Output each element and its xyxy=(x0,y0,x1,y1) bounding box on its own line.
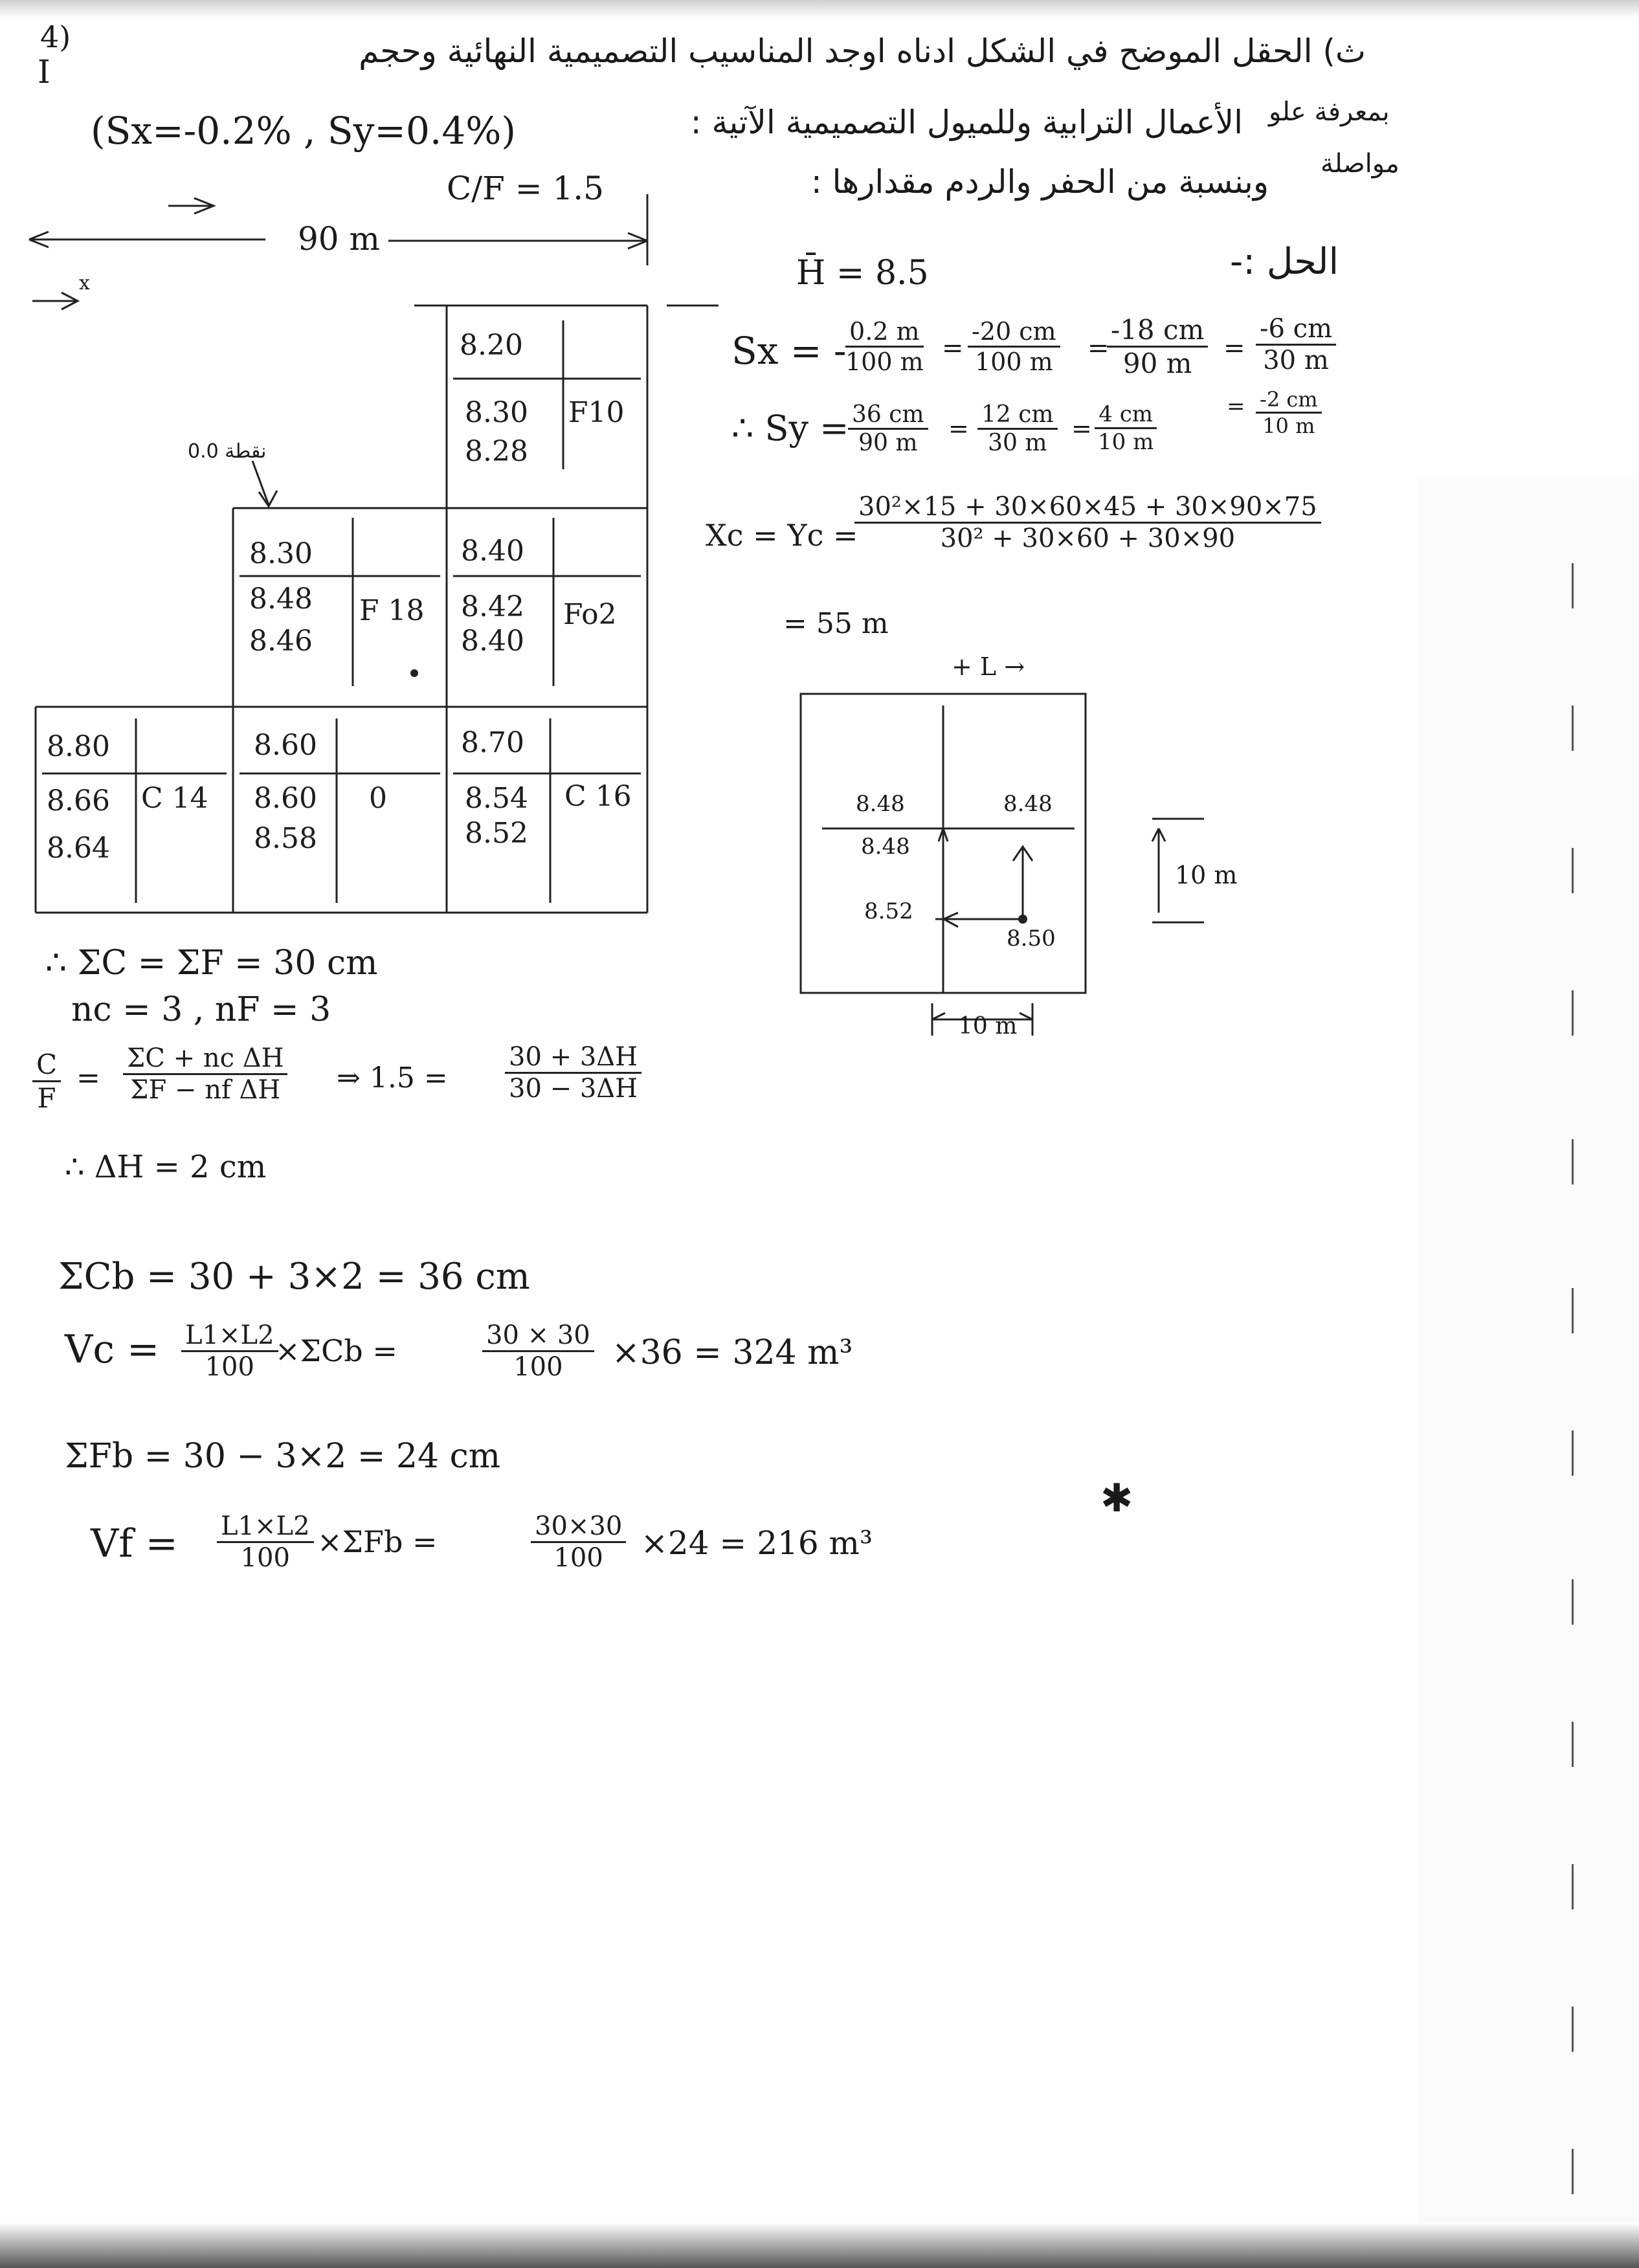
sx-fraction-1: $\frac{0.2 m}{100 m}$ xyxy=(845,317,924,376)
centroid-result: = 55 m xyxy=(783,607,889,640)
x-axis-label: x xyxy=(79,272,90,295)
margin-mark xyxy=(1572,2149,1574,2194)
cell-top-value: 8.20 xyxy=(460,329,523,362)
cell-mid-value: 8.60 xyxy=(254,782,317,815)
vc-mid: ×ΣCb = xyxy=(275,1333,397,1368)
margin-mark xyxy=(1572,1430,1574,1476)
vc-prefix: Vc = xyxy=(65,1327,160,1372)
question-number: 4) xyxy=(40,19,71,54)
sy-fraction-2: $\frac{12 cm}{30 m}$ xyxy=(977,401,1058,456)
sx-fraction-3: $\frac{-18 cm}{90 m}$ xyxy=(1107,314,1208,379)
cell-tag: F10 xyxy=(568,396,625,429)
cell-top-value: 8.30 xyxy=(249,537,313,570)
cell-bot-value: 8.28 xyxy=(465,435,528,468)
cell-top-value: 8.80 xyxy=(47,730,110,763)
problem-statement-side1: بمعرفة علو xyxy=(1269,97,1390,127)
cell-tag: Fo2 xyxy=(563,598,617,631)
solution-label: الحل :- xyxy=(1230,241,1339,283)
problem-statement-line3: وبنسبة من الحفر والردم مقدارها : xyxy=(810,163,1269,201)
inset-dim-right: 10 m xyxy=(1175,861,1238,889)
inset-value-tr: 8.48 xyxy=(1003,791,1053,817)
vf-fraction-2: $\frac{30\times 30}{100}$ xyxy=(531,1511,626,1573)
dimension-90m: 90 m xyxy=(298,220,380,258)
cell-mid-value: 8.42 xyxy=(461,590,524,623)
cell-mid-value: 8.48 xyxy=(249,583,313,616)
scan-bottom-edge xyxy=(0,2223,1639,2268)
sx-prefix: Sx = - xyxy=(731,329,847,373)
margin-mark xyxy=(1572,1139,1574,1184)
margin-mark xyxy=(1572,1579,1574,1625)
delta-h: ∴ ΔH = 2 cm xyxy=(65,1149,267,1185)
sx-fraction-4: $\frac{-6 cm}{30 m}$ xyxy=(1256,314,1336,375)
cell-mid-value: 8.54 xyxy=(465,782,528,815)
cell-bot-value: 8.52 xyxy=(465,817,528,850)
cf-ratio-rhs: $\frac{30 + 3\Delta H}{30 - 3\Delta H}$ xyxy=(505,1042,641,1104)
vf-mid: ×ΣFb = xyxy=(317,1524,438,1559)
cell-top-value: 8.40 xyxy=(461,535,524,568)
equals-sign: = xyxy=(1087,333,1109,363)
cell-top-value: 8.60 xyxy=(254,729,317,762)
star-mark: ✱ xyxy=(1100,1476,1133,1521)
sx-fraction-5: $\frac{-2 cm}{10 m}$ xyxy=(1256,387,1322,438)
inset-value-tl: 8.48 xyxy=(856,791,905,817)
equals-sign: = xyxy=(1227,394,1245,419)
margin-mark xyxy=(1572,1864,1574,1909)
centroid-fraction: $\frac{\text{30²×15 + 30×60×45 + 30×90×75}}{\text{30² + 30×60 + 30×90}}$ xyxy=(854,492,1321,553)
inset-value-br: 8.50 xyxy=(1007,926,1056,951)
vc-fraction-1: $\frac{L1\times L2}{100}$ xyxy=(181,1320,278,1382)
cell-tag: F 18 xyxy=(359,594,425,627)
problem-statement-side2: مواصلة xyxy=(1321,149,1399,179)
cf-ratio-lhs: $\frac{C}{F}$ xyxy=(32,1049,61,1114)
vf-result: ×24 = 216 m³ xyxy=(641,1524,873,1562)
margin-mark xyxy=(1572,1288,1574,1333)
cell-mid-value: 8.30 xyxy=(465,396,528,429)
inset-dim-bottom: 10 m xyxy=(958,1013,1018,1040)
x-axis-arrow xyxy=(32,293,78,309)
roman-numeral: I xyxy=(38,53,50,91)
sum-cut-balanced: ΣCb = 30 + 3×2 = 36 cm xyxy=(58,1256,530,1298)
cell-top-value: 8.70 xyxy=(461,726,524,759)
cell-bot-value: 8.58 xyxy=(254,822,317,855)
sum-cut-fill: ∴ ΣC = ΣF = 30 cm xyxy=(45,944,378,983)
cut-fill-ratio: C/F = 1.5 xyxy=(447,170,604,207)
equals-sign: = xyxy=(1223,333,1245,363)
cell-tag: 0 xyxy=(369,782,387,815)
cf-ratio-formula: $\frac{\text{ΣC + nc ΔH}}{\text{ΣF − nf ΔH}}$ xyxy=(123,1043,287,1105)
sx-fraction-2: $\frac{-20 cm}{100 m}$ xyxy=(968,317,1060,376)
small-arrow xyxy=(168,198,214,214)
pointer-note: نقطة 0.0 xyxy=(188,440,267,463)
cell-bot-value: 8.40 xyxy=(461,625,524,658)
problem-statement-line2: الأعمال الترابية وللميول التصميمية الآتية : xyxy=(690,104,1243,141)
sy-prefix: ∴ Sy = xyxy=(731,408,849,449)
margin-mark xyxy=(1572,1722,1574,1767)
equals-sign: = xyxy=(942,333,964,363)
cell-bot-value: 8.64 xyxy=(47,832,110,865)
vc-result: ×36 = 324 m³ xyxy=(612,1333,853,1372)
mean-height: H̄ = 8.5 xyxy=(796,254,929,293)
equals-sign: = xyxy=(76,1062,100,1095)
problem-statement-line1: ث) الحقل الموضح في الشكل ادناه اوجد المناسيب التصميمية النهائية وحجم xyxy=(359,32,1366,70)
count-cut-fill: nc = 3 , nF = 3 xyxy=(71,990,331,1029)
inset-value-bl: 8.52 xyxy=(864,898,913,924)
sy-fraction-1: $\frac{36 cm}{90 m}$ xyxy=(848,401,928,456)
grid-lines xyxy=(36,306,647,913)
sy-fraction-3: $\frac{4 cm}{10 m}$ xyxy=(1094,401,1157,455)
sum-fill-balanced: ΣFb = 30 − 3×2 = 24 cm xyxy=(65,1437,501,1476)
vf-prefix: Vf = xyxy=(91,1521,178,1566)
equals-sign: = xyxy=(948,414,969,443)
cell-bot-value: 8.46 xyxy=(249,625,313,658)
margin-mark xyxy=(1572,2007,1574,2052)
inset-value-ml: 8.48 xyxy=(861,834,910,860)
equals-sign: = xyxy=(1071,414,1092,443)
cf-arrow: ⇒ 1.5 = xyxy=(337,1062,448,1095)
vc-fraction-2: $\frac{30 \times 30}{100}$ xyxy=(482,1320,594,1382)
cell-tag: C 16 xyxy=(564,780,632,813)
centroid-prefix: Xc = Yc = xyxy=(706,518,858,553)
inset-top-label: + L → xyxy=(952,652,1025,681)
cell-tag: C 14 xyxy=(141,782,208,815)
slope-values: (Sx=-0.2% , Sy=0.4%) xyxy=(91,109,517,153)
cell-mid-value: 8.66 xyxy=(47,784,110,817)
vf-fraction-1: $\frac{L1\times L2}{100}$ xyxy=(217,1511,314,1573)
